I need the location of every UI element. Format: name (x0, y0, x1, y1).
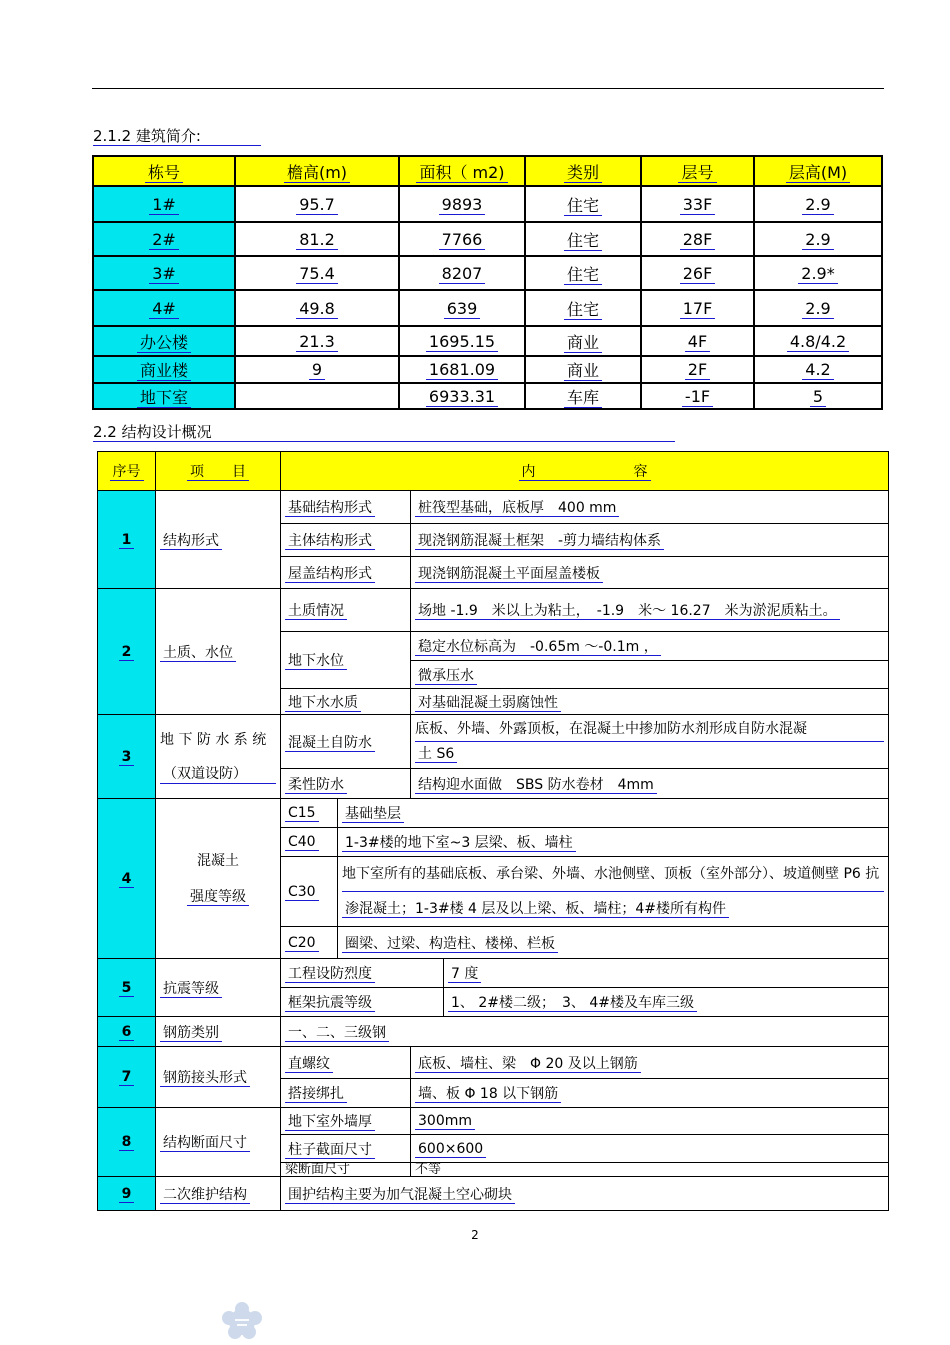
table-cell: 1681.09 (399, 356, 525, 383)
table-cell: 49.8 (235, 290, 399, 326)
sub-item-label: 柔性防水 (281, 769, 411, 799)
sub-item-label: 基础结构形式 (281, 491, 411, 524)
sub-item-label: 混凝土自防水 (281, 715, 411, 769)
structure-table-header (98, 452, 889, 491)
table-cell: 5 (754, 383, 882, 409)
table-cell: 住宅 (525, 222, 641, 256)
row-number: 5 (98, 959, 156, 1017)
row-number: 2 (98, 589, 156, 715)
table-cell: 4F (641, 326, 754, 356)
concrete-grade: C40 (281, 828, 338, 857)
building-id-cell: 1# (93, 186, 235, 222)
sub-item-label: 梁断面尺寸 (281, 1163, 411, 1177)
header-cell: 项 目 (156, 452, 281, 491)
content-cell: 现浇钢筋混凝土平面屋盖楼板 (411, 557, 889, 589)
content-cell: 圈梁、过梁、构造柱、楼梯、栏板 (338, 927, 889, 959)
content-cell: 微承压水 (411, 661, 889, 689)
content-cell: 一、二、三级钢 (281, 1017, 889, 1047)
table-row (98, 959, 889, 988)
concrete-grade: C30 (281, 857, 338, 927)
table-cell: 9893 (399, 186, 525, 222)
sub-item-label: 土质情况 (281, 589, 411, 632)
table-cell: 33F (641, 186, 754, 222)
building-id-cell: 商业楼 (93, 356, 235, 383)
table-row (98, 491, 889, 524)
header-cell: 类别 (525, 156, 641, 186)
item-label: 抗震等级 (156, 959, 281, 1017)
item-label: 二次维护结构 (156, 1177, 281, 1211)
table-row (93, 356, 882, 383)
table-row (93, 222, 882, 256)
table-cell: 4.8/4.2 (754, 326, 882, 356)
content-cell: 对基础混凝土弱腐蚀性 (411, 689, 889, 715)
item-label: 地 下 防 水 系 统 （双道设防） (156, 715, 281, 799)
table-cell: 住宅 (525, 186, 641, 222)
row-number: 9 (98, 1177, 156, 1211)
table-cell: 车库 (525, 383, 641, 409)
watermark-seal-icon (215, 1298, 269, 1344)
section-title-building: 2.1.2 建筑简介: (93, 127, 201, 145)
table-cell: 住宅 (525, 256, 641, 290)
table-cell: 95.7 (235, 186, 399, 222)
building-id-cell: 办公楼 (93, 326, 235, 356)
item-label: 钢筋类别 (156, 1017, 281, 1047)
content-cell: 桩筏型基础，底板厚 400 mm (411, 491, 889, 524)
row-number: 1 (98, 491, 156, 589)
table-cell: 4.2 (754, 356, 882, 383)
table-cell: 9 (235, 356, 399, 383)
sub-item-label: 地下室外墙厚 (281, 1108, 411, 1135)
sub-item-label: 框架抗震等级 (281, 988, 444, 1017)
table-cell: 2.9* (754, 256, 882, 290)
item-label: 钢筋接头形式 (156, 1047, 281, 1108)
table-row (98, 799, 889, 828)
sub-item-label: 屋盖结构形式 (281, 557, 411, 589)
row-number: 4 (98, 799, 156, 959)
table-cell: 8207 (399, 256, 525, 290)
content-cell: 600×600 (411, 1135, 889, 1163)
table-cell: 2.9 (754, 186, 882, 222)
table-cell: 商业 (525, 326, 641, 356)
table-row (93, 186, 882, 222)
header-cell: 檐高(m) (235, 156, 399, 186)
table-row (98, 589, 889, 632)
content-cell: 结构迎水面做 SBS 防水卷材 4mm (411, 769, 889, 799)
header-cell: 面积（ m2) (399, 156, 525, 186)
table-cell: 75.4 (235, 256, 399, 290)
content-cell: 地下室所有的基础底板、承台梁、外墙、水池侧壁、顶板（室外部分）、坡道侧壁 P6 抗 渗混凝土；1-3#楼 4 层及以上梁、板、墙柱；4#楼所有构件 (338, 857, 889, 927)
section-title-underline (93, 145, 261, 146)
concrete-grade: C15 (281, 799, 338, 828)
table-row (93, 256, 882, 290)
sub-item-label: 直螺纹 (281, 1047, 411, 1079)
content-cell: 300mm (411, 1108, 889, 1135)
table-row (98, 1177, 889, 1211)
content-cell: 1-3#楼的地下室~3 层梁、板、墙柱 (338, 828, 889, 857)
table-cell: 7766 (399, 222, 525, 256)
building-id-cell: 2# (93, 222, 235, 256)
header-cell: 序号 (98, 452, 156, 491)
row-number: 7 (98, 1047, 156, 1108)
table-cell (235, 383, 399, 409)
content-cell: 稳定水位标高为 -0.65m ～-0.1m ， (411, 632, 889, 661)
sub-item-label: 搭接绑扎 (281, 1079, 411, 1108)
table-cell: 6933.31 (399, 383, 525, 409)
structure-table (97, 451, 889, 1211)
content-cell: 围护结构主要为加气混凝土空心砌块 (281, 1177, 889, 1211)
content-cell: 基础垫层 (338, 799, 889, 828)
content-cell: 底板、外墙、外露顶板，在混凝土中掺加防水剂形成自防水混凝 土 S6 (411, 715, 889, 769)
building-table-header (93, 156, 882, 186)
table-cell: 2.9 (754, 290, 882, 326)
table-cell: 28F (641, 222, 754, 256)
row-number: 6 (98, 1017, 156, 1047)
section-title-structure: 2.2 结构设计概况 (93, 423, 212, 441)
table-cell: 639 (399, 290, 525, 326)
row-number: 8 (98, 1108, 156, 1177)
header-cell: 内 容 (281, 452, 889, 491)
item-label: 混凝土 强度等级 (156, 799, 281, 959)
content-cell: 墙、板 Φ 18 以下钢筋 (411, 1079, 889, 1108)
item-label: 土质、水位 (156, 589, 281, 715)
table-cell: 81.2 (235, 222, 399, 256)
building-table (92, 155, 883, 410)
sub-item-label: 主体结构形式 (281, 524, 411, 557)
building-id-cell: 3# (93, 256, 235, 290)
content-cell: 不等 (411, 1163, 889, 1177)
table-row (93, 383, 882, 409)
sub-item-label: 地下水水质 (281, 689, 411, 715)
table-row (98, 1108, 889, 1135)
content-cell: 1、 2#楼二级； 3、 4#楼及车库三级 (444, 988, 889, 1017)
table-cell: 1695.15 (399, 326, 525, 356)
content-cell: 底板、墙柱、梁 Φ 20 及以上钢筋 (411, 1047, 889, 1079)
content-cell: 7 度 (444, 959, 889, 988)
table-row (93, 326, 882, 356)
table-row (98, 715, 889, 769)
item-label: 结构形式 (156, 491, 281, 589)
header-rule (92, 88, 884, 89)
table-cell: 26F (641, 256, 754, 290)
row-number: 3 (98, 715, 156, 799)
building-id-cell: 4# (93, 290, 235, 326)
table-cell: 商业 (525, 356, 641, 383)
table-cell: 17F (641, 290, 754, 326)
table-cell: 2F (641, 356, 754, 383)
content-cell: 现浇钢筋混凝土框架 -剪力墙结构体系 (411, 524, 889, 557)
table-row (98, 1047, 889, 1079)
header-cell: 栋号 (93, 156, 235, 186)
page-number: 2 (471, 1228, 479, 1242)
table-row (98, 1017, 889, 1047)
table-cell: 21.3 (235, 326, 399, 356)
building-id-cell: 地下室 (93, 383, 235, 409)
sub-item-label: 工程设防烈度 (281, 959, 444, 988)
header-cell: 层高(M) (754, 156, 882, 186)
concrete-grade: C20 (281, 927, 338, 959)
header-cell: 层号 (641, 156, 754, 186)
table-row (93, 290, 882, 326)
table-cell: -1F (641, 383, 754, 409)
section-title-underline (93, 441, 675, 442)
item-label: 结构断面尺寸 (156, 1108, 281, 1177)
content-cell: 场地 -1.9 米以上为粘土， -1.9 米～ 16.27 米为淤泥质粘土。 (411, 589, 889, 632)
table-cell: 2.9 (754, 222, 882, 256)
sub-item-label: 柱子截面尺寸 (281, 1135, 411, 1163)
sub-item-label: 地下水位 (281, 632, 411, 689)
table-cell: 住宅 (525, 290, 641, 326)
